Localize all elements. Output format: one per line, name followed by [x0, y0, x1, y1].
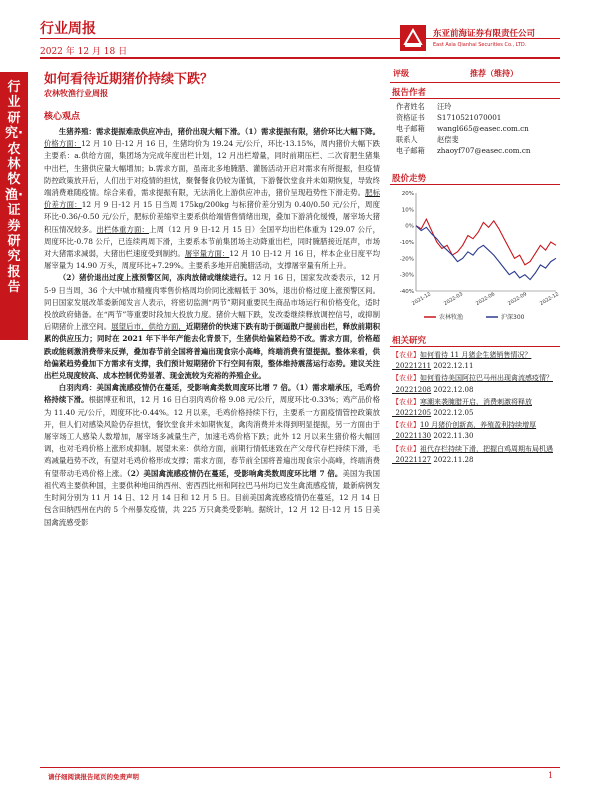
report-date: 2022 年 12 月 18 日	[40, 47, 128, 57]
company-name-en: East Asia Qianhai Securities Co., LTD.	[433, 42, 527, 48]
related-item[interactable]: 【农业】寒潮来袭腌腊开启，消费刺激将释放_20221205 2022.12.05	[392, 397, 532, 418]
related-item[interactable]: 【农业】如何看待 11 月猪企生猪销售情况？_20221211 2022.12.11	[392, 351, 532, 371]
related-research-heading: 相关研究	[392, 336, 427, 346]
analyst-divider	[390, 98, 560, 99]
y-tick-label: -40%	[399, 289, 414, 295]
y-tick-label: 0%	[405, 223, 414, 230]
report-type: 行业周报	[40, 21, 96, 37]
chart-canvas	[390, 187, 560, 327]
y-tick-label: -30%	[399, 272, 414, 279]
sidebar-label: 行业研究·农林牧渔·证券研究报告	[5, 80, 23, 296]
x-tick-label: 2022-06	[474, 291, 497, 307]
analyst-row: 资格证书 S1710521070001	[396, 113, 502, 122]
related-item[interactable]: 【农业】祖代存栏持续下滑，把握白鸡周期布局机遇_20221127 2022.11.28	[392, 444, 553, 464]
related-item[interactable]: 【农业】10 月猪价创新高，养殖盈利持续增厚_20221130 2022.11.30	[392, 421, 537, 441]
legend-label: 沪深300	[501, 314, 525, 321]
legend-label: 农林牧渔	[439, 314, 464, 321]
rating-label: 评级	[393, 69, 409, 78]
series-line	[416, 226, 556, 280]
stock-trend-heading: 股价走势	[392, 174, 427, 184]
y-tick-label: 10%	[401, 207, 414, 214]
page-number: 1	[548, 771, 554, 780]
stock-trend-chart	[390, 187, 560, 327]
page-subtitle: 农林牧渔行业周报	[44, 89, 108, 98]
analyst-row: 电子邮箱 wangl665@easec.com.cn	[396, 124, 529, 133]
core-viewpoint-heading: 核心观点	[44, 112, 81, 122]
header-divider-bottom	[40, 57, 560, 59]
analyst-row: 作者姓名 汪玲	[396, 102, 452, 111]
footer-divider	[40, 767, 560, 768]
analyst-info	[396, 101, 560, 156]
y-tick-label: 20%	[401, 191, 414, 197]
analyst-heading: 报告作者	[392, 88, 427, 98]
analyst-row: 电子邮箱 zhaoyf707@easec.com.cn	[396, 146, 531, 155]
x-tick-label: 2021-12	[410, 291, 433, 307]
related-divider	[390, 346, 560, 347]
trend-divider	[390, 184, 560, 185]
footer-disclaimer[interactable]: 请仔细阅读报告尾页的免责声明	[48, 773, 139, 781]
body-text	[44, 126, 380, 529]
related-research-list	[392, 350, 560, 467]
related-item[interactable]: 【农业】如何看待美国阿拉巴马州出现禽流感疫情？_20221208 2022.12.08	[392, 374, 553, 394]
x-tick-label: 2022-03	[442, 291, 465, 307]
paragraph-hog: 生猪养殖：需求提振难敌供应冲击，猪价出现大幅下滑。（1）需求提振有限，猪价环比大幅下降。价格方面：12 月 10 日-12 月 16 日，生猪均价为 19.24 元/公斤，环比-13.15%，周内猪价大幅下跌主要系：a.供给方面，集团场为完成年度出栏计划，12 月出栏增量，同时前期压栏、二次育肥生猪集中出栏，生猪供应量大幅增加；b.需求方面，虽南北多地腌腊、灌肠活动开启对需求有所提振，但疫情防控政策放开后，人们出于对疫情的担忧，聚餐餐食仍较为谨慎，下游餐饮堂食并未如期恢复，导致终端消费难随疫情。综合来看，需求提振有限，无法消化上游供应冲击，猪价呈现趋势性下滑走势。肥标价差方面：12 月 9 日-12 月 15 日当周 175kg/200kg 与标猪价差分别为 0.40/0.50 元/公斤，周度环比-0.36/-0.50 元/公斤，肥标价差缩窄主要系供给端惜售情绪出现，叠加下游消化缓慢，屠宰场大猪积压情况较多。出栏体重方面：上周（12 月 9 日-12 月 15 日）全国平均出栏体重为 129.07 公斤，周度环比-0.78 公斤，已连续两周下滑，主要系本节前集团场主动降重出栏，同时腌腊接近尾声，市场对大猪需求减弱，大猪出栏速度受到制约。屠宰量方面：12 月 10 日-12 月 16 日，样本企业日度平均屠宰量为 14.90 万头，周度环比+7.29%。主要系多地开启腌腊活动，支撑屠宰量有所上升。	[44, 127, 380, 271]
company-logo-icon	[399, 24, 427, 52]
analyst-row: 联系人 赵偿斐	[396, 135, 459, 144]
company-name-cn: 东亚前海证券有限责任公司	[433, 29, 536, 39]
x-tick-label: 2022-12	[538, 291, 560, 307]
y-tick-label: -20%	[399, 256, 414, 263]
page-title: 如何看待近期猪价持续下跌？	[44, 72, 214, 87]
y-tick-label: -10%	[399, 240, 414, 246]
paragraph-broiler: 白羽肉鸡：美国禽流感疫情仍在蔓延，受影响禽类数周度环比增 7 倍。（1）需求端承压，毛鸡价格持续下滑。根据博亚和讯，12 月 16 日白羽肉鸡价格 9.08 元/公斤，周度环比-0.33%；鸡产品价格为 11.40 元/公斤，周度环比-0.44%。12 月以来，毛鸡价格持续下行，主要系一方面疫情管控政策放开，但人们对感染风险仍存担忧，餐饮堂食并未如期恢复，禽肉消费并未得到明显提振，另一方面由于屠宰场工人感染人数增加，屠宰场多减量生产，加速毛鸡价格下跌；此外 12 月以来生猪价格大幅回调，也对毛鸡价格上涨形成抑制。展望未来：供给方面，前期行情低迷致在产父母代存栏持续下滑，毛鸡减量趋势不改，有望对毛鸡价格形成支撑；需求方面，春节前全国将普遍出现食宗小高峰，终端消费有望带动毛鸡价格上涨。（2）美国禽流感疫情仍在蔓延，受影响禽类数周度环比增 7 倍。美国为我国祖代鸡主要供种国，主要供种地田纳西州、密西西比州和阿拉巴马州均已发生禽流感疫情，最新病例发生时间分别为 11 月 14 日、12 月 14 日和 12 月 5 日。目前美国禽流感疫情仍在蔓延，12 月 14 日包含田纳西州在内的 5 个州暴发疫情，共 225 万只禽类受影响。据统计，12 月 12 日-12 月 15 日美国禽流感受影	[44, 383, 380, 527]
series-line	[416, 219, 556, 265]
rating-value: 推荐（维持）	[470, 69, 518, 78]
rating-row	[390, 66, 560, 83]
paragraph-policy: （2）猪价退出过度上涨预警区间，冻肉放储或继续进行。12 月 16 日，国家发改委表示，12 月 5-9 日当周，36 个大中城市精瘦肉零售价格周均价同比涨幅低于 30%，退出价格过度上涨预警区间。同日国家发展改革委新闻发言人表示，将密切监测“两节”期间重要民生商品市场运行和价格变化，适时投放政府储备。在“两节”等重要时段加大投放力度。猪价大幅下跌，发改委继续释放调控信号，或抑制后期猪价上涨空间。展望后市，供给方面，近期猪价的快速下跌有助于倒逼散户提前出栏，释放前期积累的供应压力；同时在 2021 年下半年产能去化背景下，生猪供给偏紧趋势不改。需求方面，价格超跌或能刺激消费带来反弹，叠加春节前全国将普遍出现食宗小高峰，终端消费有望提振。整体来看，供给偏紧趋势叠加下方需求有支撑，我们预计短期猪价下行空间有限，整体维持震荡运行态势。建议关注出栏兑现度较高、成本控制优势显著、现金流较为充裕的养殖企业。	[44, 273, 380, 381]
x-tick-label: 2022-09	[506, 291, 529, 307]
